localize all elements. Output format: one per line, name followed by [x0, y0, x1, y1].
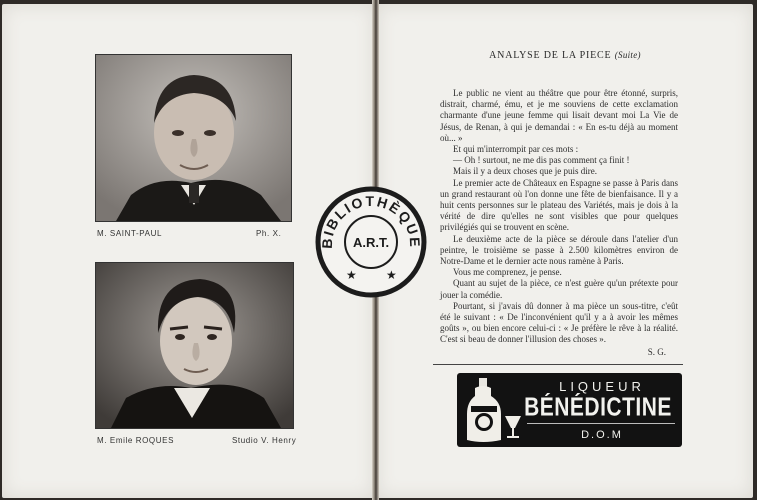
caption-subject-2: M. Emile ROQUES: [97, 436, 175, 445]
heading-title: ANALYSE DE LA PIECE: [489, 50, 612, 61]
portrait-photo-emile-roques: [95, 262, 294, 429]
signature: S. G.: [647, 346, 666, 357]
paragraph: — Oh ! surtout, ne me dis pas comment ça finit !: [453, 155, 630, 166]
advert-brand-name: BÉNÉDICTINE: [524, 393, 672, 422]
heading-suite: (Suite): [614, 50, 641, 60]
star-icon: ★: [386, 268, 397, 282]
paragraph: Vous me comprenez, je pense.: [453, 267, 562, 278]
library-stamp: [314, 185, 428, 299]
star-icon: ★: [346, 268, 357, 282]
paragraph: Le premier acte de Châteaux en Espagne se passe à Paris dans un grand restaurant où l'on donne une fête de bienfaisance. Il y a huit cents personnes sur le plateau des Variétés, mais je dois à la vérité de dire qu'elles ne sont visibles que pour quelques privilégiés qui se trouvent en scène.: [440, 177, 678, 233]
caption-subject-1: M. SAINT-PAUL: [97, 229, 162, 238]
paragraph: Pourtant, si j'avais dû donner à ma pièce un sous-titre, c'eût été le suivant : « De l'inconvénient qu'il y a à avoir les mêmes goûts », ou bien encore celui-ci : « Je préfère le rêve à la réalité. C'est si beau de donner l'illusion des choses ».: [440, 300, 678, 345]
advert-line-1: LIQUEUR: [559, 379, 645, 394]
paragraph: Quant au sujet de la pièce, ce n'est guère qu'un prétexte pour jouer la comédie.: [440, 278, 678, 300]
paragraph: Et qui m'interrompit par ces mots :: [453, 144, 579, 155]
analysis-text: [440, 88, 678, 358]
advert-band: [527, 423, 675, 424]
paragraph: Le deuxième acte de la pièce se déroule dans l'atelier d'un peintre, le troisième se passe à 2.500 kilomètres environ de Notre-Dame et le dernier acte nous ramène à Paris.: [440, 233, 678, 267]
stamp-center-text: A.R.T.: [352, 235, 390, 250]
caption-credit-1: Ph. X.: [256, 229, 282, 238]
benedictine-advert: [457, 373, 682, 447]
portrait-photo-saint-paul: [95, 54, 292, 222]
stamp-arc-text: BIBLIOTHÈQUE: [318, 192, 424, 249]
divider-rule: [433, 364, 683, 365]
section-heading: [377, 50, 753, 61]
paragraph: Le public ne vient au théâtre que pour être étonné, surpris, distrait, charmé, ému, et je me souviens de cette exclamation charmante d'une jeune femme qui lisait devant moi La Vie de Jésus, de Renan, à qui je demandai : « En es-tu déjà au moment où... »: [440, 88, 678, 143]
advert-line-3: D.O.M: [581, 429, 623, 441]
caption-credit-2: Studio V. Henry: [232, 436, 297, 445]
paragraph: Mais il y a deux choses que je puis dire.: [453, 166, 597, 177]
